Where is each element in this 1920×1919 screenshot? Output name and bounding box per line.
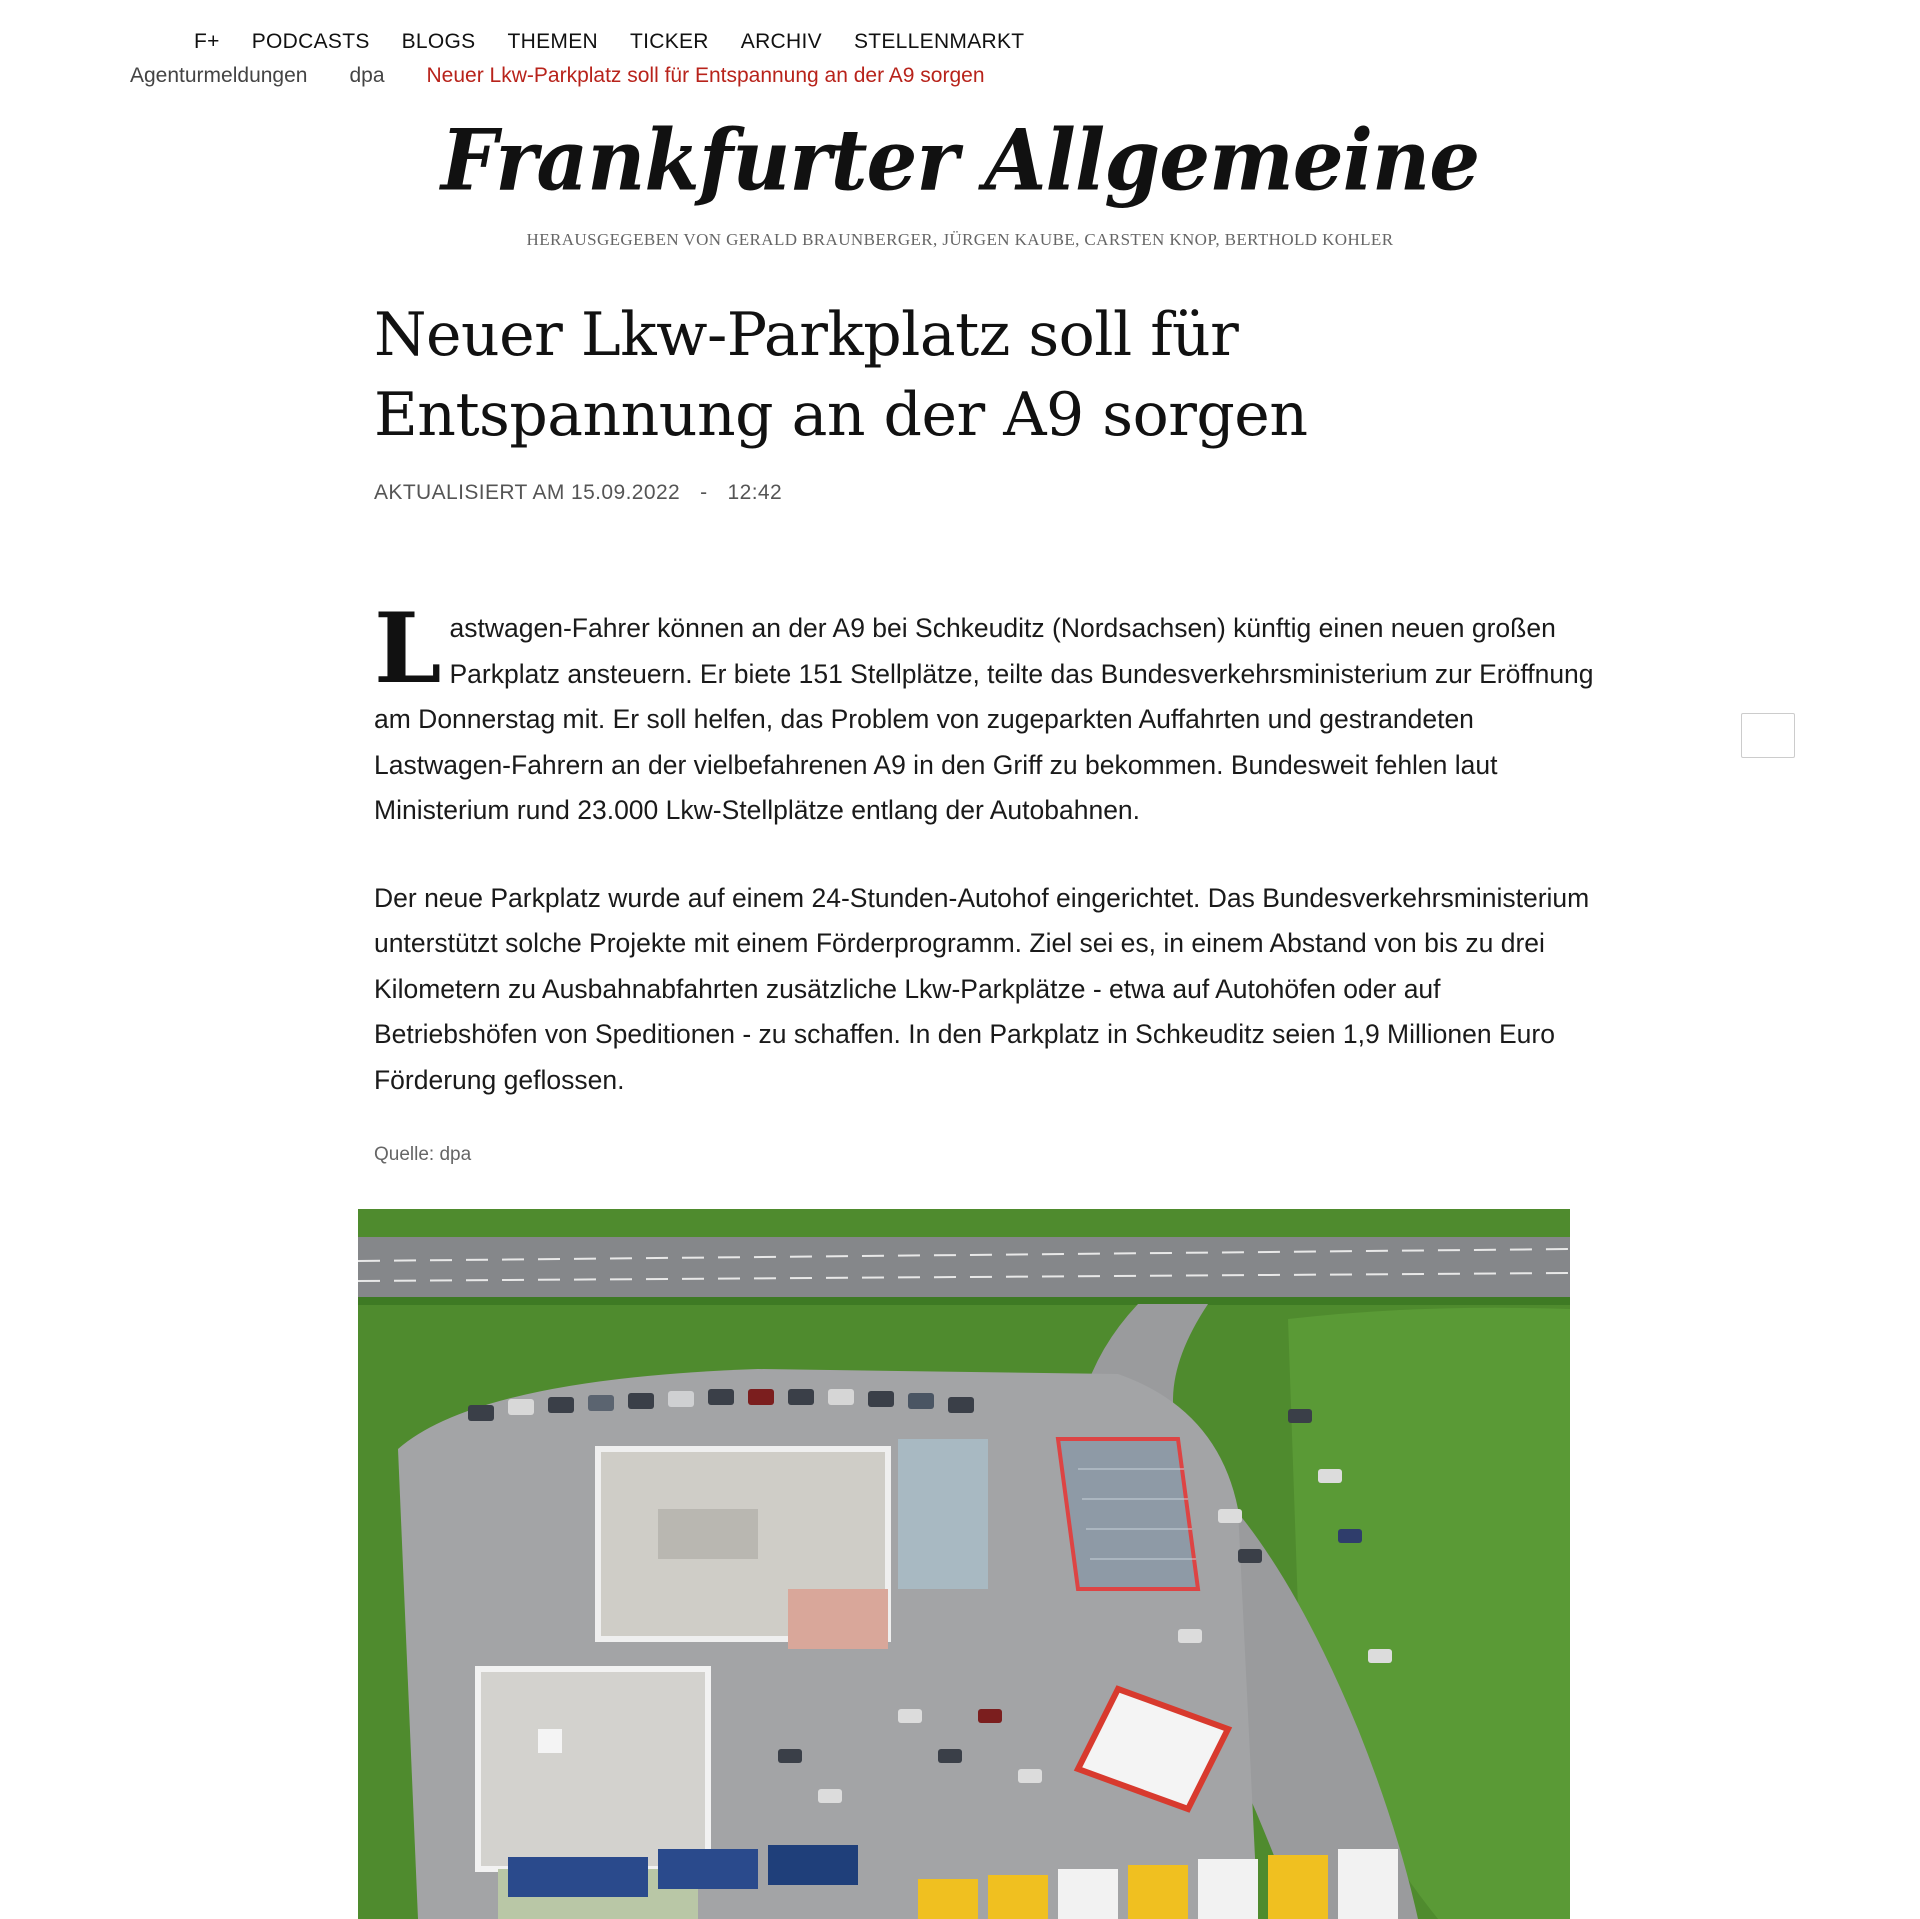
nav-fplus[interactable]: F+ (194, 30, 220, 53)
nav-stellenmarkt[interactable]: STELLENMARKT (853, 30, 1025, 53)
paragraph-2: Der neue Parkplatz wurde auf einem 24-Stunden-Autohof eingerichtet. Das Bundesverkehrsministerium unterstützt solche Projekte mit einem Förderprogramm. Ziel sei es, in einem Abstand von bis zu drei Kilometern zu Ausbahnabfahrten zusätzliche Lkw-Parkplätze - etwa auf Autohöfen oder auf Betriebshöfen von Speditionen - zu schaffen. In den Parkplatz in Schkeuditz seien 1,9 Millionen Euro Förderung geflossen. (374, 882, 1590, 1095)
aerial-truck-stop-image (358, 1209, 1570, 1919)
faz-logo[interactable]: Frankfurter Allgemeine (440, 110, 1480, 210)
article-body (374, 592, 1594, 1145)
top-navigation (194, 28, 1056, 56)
nav-archiv[interactable]: ARCHIV (740, 30, 822, 53)
article-headline: Neuer Lkw-Parkplatz soll für Entspannung an der A9 sorgen (374, 300, 1308, 450)
nav-themen[interactable]: THEMEN (507, 30, 598, 53)
updated-label: AKTUALISIERT AM 15.09.2022 (374, 481, 681, 504)
article-header (374, 295, 1594, 505)
publishers-line: HERAUSGEGEBEN VON GERALD BRAUNBERGER, JÜRGEN KAUBE, CARSTEN KNOP, BERTHOLD KOHLER (526, 230, 1394, 249)
breadcrumb-current[interactable]: Neuer Lkw-Parkplatz soll für Entspannung an der A9 sorgen (426, 64, 985, 87)
breadcrumb-section[interactable]: Agenturmeldungen (130, 64, 308, 87)
nav-ticker[interactable]: TICKER (629, 30, 709, 53)
updated-time: 12:42 (727, 481, 783, 504)
breadcrumb (130, 62, 985, 90)
dropcap: L (374, 592, 442, 705)
breadcrumb-agency[interactable]: dpa (349, 64, 385, 87)
nav-podcasts[interactable]: PODCASTS (251, 30, 370, 53)
article-photo (358, 1209, 1570, 1919)
paragraph-1 (374, 592, 1594, 834)
share-button[interactable] (1741, 713, 1795, 758)
article-source: Quelle: dpa (374, 1144, 472, 1165)
dateline-separator: - (700, 481, 708, 504)
article-dateline (374, 481, 1594, 505)
nav-blogs[interactable]: BLOGS (401, 30, 476, 53)
paragraph-1-text: astwagen-Fahrer können an der A9 bei Schkeuditz (Nordsachsen) künftig einen neuen großen Parkplatz ansteuern. Er biete 151 Stellplätze, teilte das Bundesverkehrsministerium zur Eröffnung am Donnerstag mit. Er soll helfen, das Problem von zugeparkten Auffahrten und gestrandeten Lastwagen-Fahrern an der vielbefahrenen A9 in den Griff zu bekommen. Bundesweit fehlen laut Ministerium rund 23.000 Lkw-Stellplätze entlang der Autobahnen. (374, 613, 1594, 825)
masthead (0, 112, 1920, 250)
